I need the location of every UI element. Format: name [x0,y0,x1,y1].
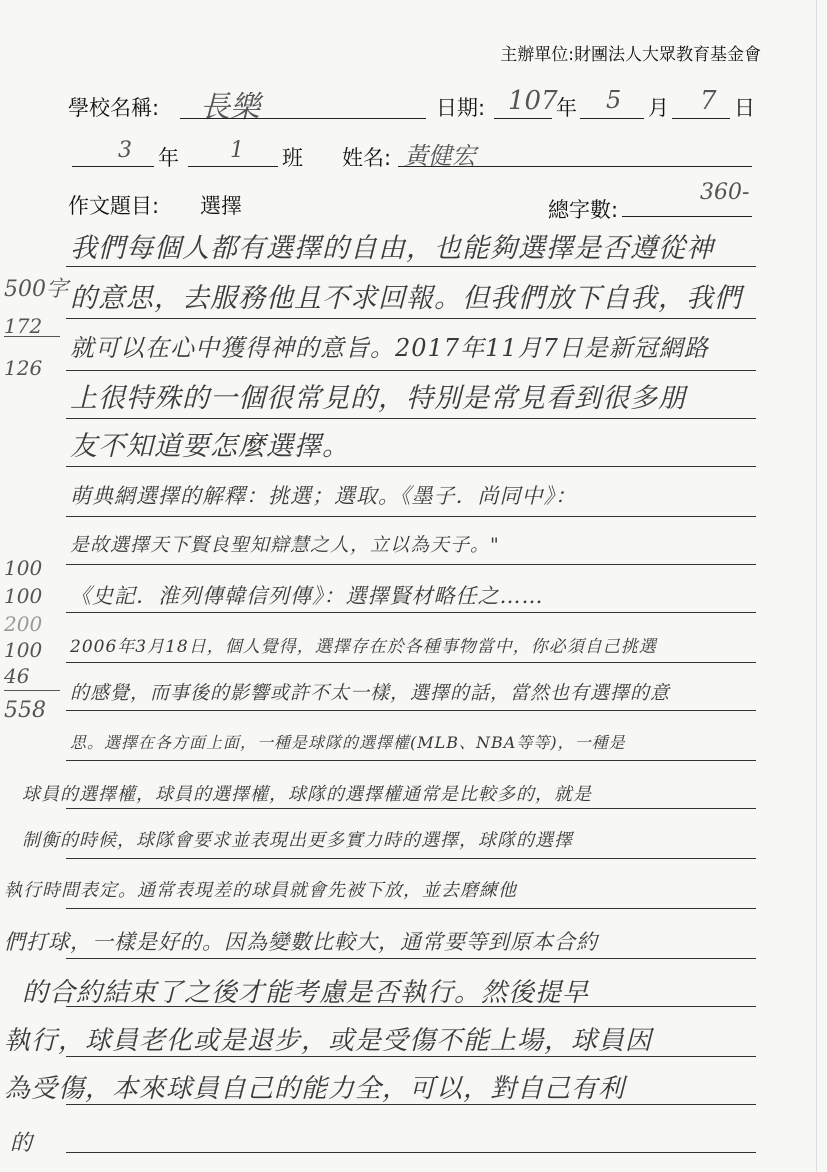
wordcount-label: 總字數: [548,198,619,222]
grade-value: 3 [118,138,132,163]
date-month-underline [580,118,644,119]
margin-note: 46 [4,664,30,688]
essay-line: 是故選擇天下賢良聖知辯慧之人，立以為天子。" [70,534,500,556]
essay-line: 我們每個人都有選擇的自由，也能夠選擇是否遵從神 [70,233,714,264]
ruled-line [66,564,756,565]
essay-line: 的意思，去服務他且不求回報。但我們放下自我，我們 [70,283,742,314]
ruled-line [66,858,756,859]
name-value: 黃健宏 [404,142,476,170]
essay-line: 思。選擇在各方面上面，一種是球隊的選擇權(MLB、NBA等等)，一種是 [70,733,626,752]
essay-line: 為受傷，本來球員自己的能力全，可以，對自己有利 [4,1074,626,1104]
essay-line: 萌典網選擇的解釋：挑選；選取。《墨子．尚同中》： [70,484,577,508]
date-year-value: 107 [508,86,558,116]
ruled-line [66,466,756,467]
margin-note: 100 [4,638,43,662]
wordcount-underline [622,216,752,217]
ruled-line [66,612,756,613]
school-name-underline [180,118,426,119]
topic-label: 作文題目: [68,194,160,218]
margin-note: 100 [4,584,43,608]
essay-line: 的合約結束了之後才能考慮是否執行。然後提早 [22,978,590,1008]
essay-line: 球員的選擇權，球員的選擇權，球隊的選擇權通常是比較多的，就是 [22,784,592,805]
name-label: 姓名: [342,146,392,170]
ruled-line [66,808,756,809]
school-name-label: 學校名稱: [68,96,160,120]
margin-note: 500字 [4,277,68,302]
ruled-line [66,370,756,371]
date-day-underline [672,118,730,119]
date-day-label: 日 [734,96,755,120]
essay-line: 制衡的時候，球隊會要求並表現出更多實力時的選擇，球隊的選擇 [22,830,573,851]
essay-line: 《史記．淮列傳韓信列傳》：選擇賢材略任之…… [70,584,544,608]
grade-label: 年 [158,146,179,170]
essay-line: 上很特殊的一個很常見的，特別是常見看到很多朋 [70,383,686,414]
ruled-line [66,318,756,319]
date-label: 日期: [436,96,486,120]
essay-line: 執行時間表定。通常表現差的球員就會先被下放，並去磨練他 [4,880,517,901]
organizer-label: 主辦單位:財團法人大眾教育基金會 [500,45,761,65]
ruled-line [66,516,756,517]
margin-note: 126 [4,356,43,380]
margin-note: 558 [4,698,46,723]
school-name-value: 長樂 [200,90,260,125]
essay-line: 友不知道要怎麼選擇。 [70,431,350,462]
topic-value: 選擇 [200,194,242,218]
name-underline [398,166,752,167]
margin-note: 100 [4,556,43,580]
date-day-value: 7 [700,86,717,116]
ruled-line [66,760,756,761]
date-year-label: 年 [556,96,577,120]
margin-note: 172 [4,314,43,338]
essay-line: 的 [10,1131,34,1156]
wordcount-value: 360- [700,180,750,205]
essay-line: 們打球，一樣是好的。因為變數比較大，通常要等到原本合約 [4,930,598,954]
essay-line: 執行，球員老化或是退步，或是受傷不能上場，球員因 [4,1026,653,1056]
ruled-line [66,958,756,959]
margin-sum-line [4,690,60,691]
class-label: 班 [282,146,303,170]
date-year-underline [494,118,552,119]
page-edge [816,0,827,1172]
date-month-label: 月 [648,96,669,120]
essay-line: 就可以在心中獲得神的意旨。2017年11月7日是新冠網路 [70,334,709,362]
margin-note: 200 [4,612,43,636]
class-value: 1 [230,138,244,163]
date-month-value: 5 [606,86,622,114]
ruled-line [66,266,756,267]
essay-line: 2006年3月18日，個人覺得，選擇存在於各種事物當中，你必須自己挑選 [70,637,657,657]
ruled-line [66,908,756,909]
grade-underline [72,166,154,167]
class-underline [188,166,278,167]
ruled-line [66,662,756,663]
ruled-line [66,710,756,711]
margin-sum-line [4,336,60,337]
essay-line: 的感覺，而事後的影響或許不太一樣，選擇的話，當然也有選擇的意 [70,682,671,704]
ruled-line [66,418,756,419]
